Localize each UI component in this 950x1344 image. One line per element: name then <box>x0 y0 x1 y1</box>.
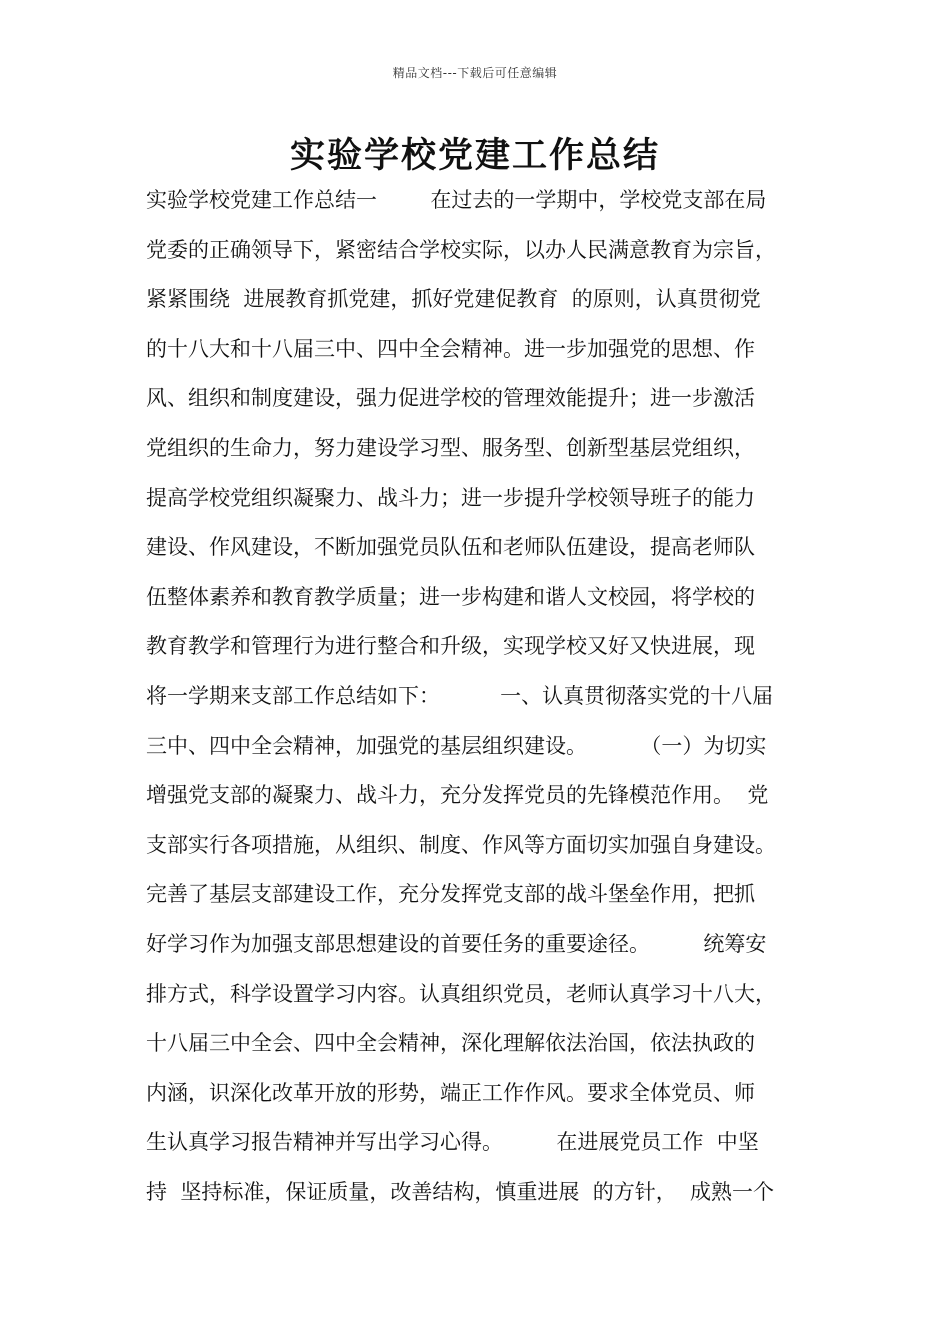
body-line: 伍整体素养和教育教学质量；进一步构建和谐人文校园，将学校的 <box>146 584 755 609</box>
body-line: 排方式，科学设置学习内容。认真组织党员，老师认真学习十八大， <box>146 981 776 1006</box>
body-line: 党组织的生命力，努力建设学习型、服务型、创新型基层党组织， <box>146 435 755 460</box>
body-line: 生认真学习报告精神并写出学习心得。 在进展党员工作 中坚 <box>146 1130 759 1155</box>
body-line: 持 坚持标准，保证质量，改善结构，慎重进展 的方针， 成熟一个 <box>146 1179 775 1204</box>
document-title: 实验学校党建工作总结 <box>289 136 660 176</box>
body-line: 支部实行各项措施，从组织、制度、作风等方面切实加强自身建设。 <box>146 832 776 857</box>
body-line: 提高学校党组织凝聚力、战斗力；进一步提升学校领导班子的能力 <box>146 485 755 510</box>
body-line: 内涵，识深化改革开放的形势，端正工作作风。要求全体党员、师 <box>146 1080 755 1105</box>
body-line: 增强党支部的凝聚力、战斗力，充分发挥党员的先锋模范作用。 党 <box>146 783 769 808</box>
body-line: 三中、四中全会精神，加强党的基层组织建设。 （一）为切实 <box>146 733 767 758</box>
body-line: 建设、作风建设，不断加强党员队伍和老师队伍建设，提高老师队 <box>146 535 755 560</box>
body-line: 好学习作为加强支部思想建设的首要任务的重要途径。 统筹安 <box>146 931 767 956</box>
body-line: 的十八大和十八届三中、四中全会精神。进一步加强党的思想、作 <box>146 336 755 361</box>
body-line: 风、组织和制度建设，强力促进学校的管理效能提升；进一步激活 <box>146 386 755 411</box>
header-note: 精品文档---下载后可任意编辑 <box>392 66 558 80</box>
body-line: 实验学校党建工作总结一 在过去的一学期中，学校党支部在局 <box>146 188 767 212</box>
body-line: 完善了基层支部建设工作，充分发挥党支部的战斗堡垒作用，把抓 <box>146 882 755 907</box>
body-line: 将一学期来支部工作总结如下： 一、认真贯彻落实党的十八届 <box>146 683 774 708</box>
body-line: 党委的正确领导下，紧密结合学校实际，以办人民满意教育为宗旨， <box>146 237 776 262</box>
document-body <box>146 180 826 1221</box>
body-line: 教育教学和管理行为进行整合和升级，实现学校又好又快进展，现 <box>146 634 755 659</box>
body-line: 紧紧围绕 进展教育抓党建，抓好党建促教育 的原则，认真贯彻党 <box>146 287 761 312</box>
body-line: 十八届三中全会、四中全会精神，深化理解依法治国，依法执政的 <box>146 1031 755 1056</box>
